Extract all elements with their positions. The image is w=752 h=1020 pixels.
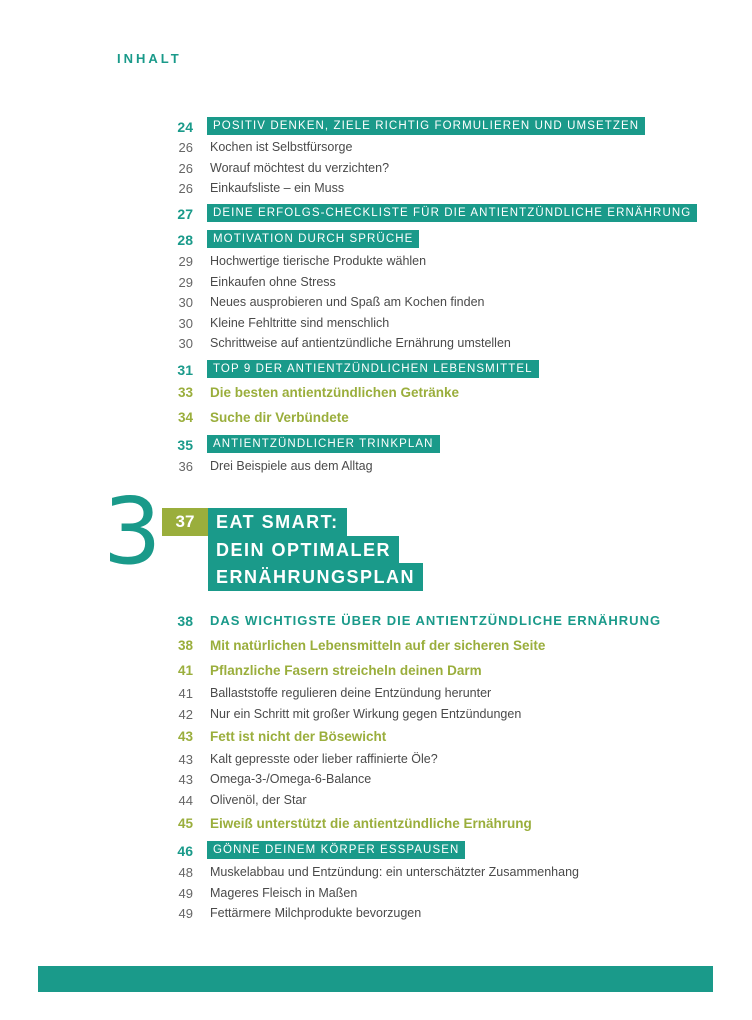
- toc-entry[interactable]: [0, 251, 752, 271]
- toc-page-number: 38: [177, 613, 193, 629]
- toc-item-title: Einkaufsliste – ein Muss: [210, 181, 345, 195]
- toc-item-title: Ballaststoffe regulieren deine Entzündung herunter: [210, 686, 492, 700]
- toc-entry[interactable]: [0, 333, 752, 353]
- toc-entry[interactable]: [0, 840, 752, 860]
- toc-entry[interactable]: [0, 862, 752, 882]
- toc-page-number: 31: [177, 362, 193, 378]
- toc-entry[interactable]: [0, 769, 752, 789]
- page-header: INHALT: [117, 51, 182, 66]
- toc-page-number: 29: [178, 254, 193, 269]
- toc-subsection-title: Eiweiß unterstützt die antientzündliche Ernährung: [210, 816, 532, 831]
- toc-entry[interactable]: [0, 611, 752, 631]
- toc-item-title: Nur ein Schritt mit großer Wirkung gegen Entzündungen: [210, 707, 522, 721]
- toc-item-title: Hochwertige tierische Produkte wählen: [210, 254, 427, 268]
- toc-entry[interactable]: [0, 137, 752, 157]
- toc-subsection-title: Pflanzliche Fasern streicheln deinen Darm: [210, 663, 482, 678]
- toc-item-title: Kleine Fehltritte sind menschlich: [210, 316, 390, 330]
- toc-item-title: Kochen ist Selbstfürsorge: [210, 140, 353, 154]
- toc-page-number: 43: [178, 772, 193, 787]
- toc-page-number: 30: [178, 295, 193, 310]
- toc-section-heading: TOP 9 DER ANTIENTZÜNDLICHEN LEBENSMITTEL: [207, 360, 539, 378]
- toc-item-title: Mageres Fleisch in Maßen: [210, 886, 358, 900]
- toc-page-number: 26: [178, 161, 193, 176]
- toc-entry[interactable]: [0, 661, 752, 681]
- toc-section-heading: GÖNNE DEINEM KÖRPER ESSPAUSEN: [207, 841, 465, 859]
- toc-subsection-title: Die besten antientzündlichen Getränke: [210, 385, 460, 400]
- chapter-page-number[interactable]: 37: [162, 508, 208, 536]
- toc-page-number: 24: [177, 119, 193, 135]
- toc-page-number: 29: [178, 275, 193, 290]
- toc-page-number: 43: [177, 729, 193, 744]
- toc-item-title: Neues ausprobieren und Spaß am Kochen finden: [210, 295, 485, 309]
- toc-section-heading: MOTIVATION DURCH SPRÜCHE: [207, 230, 419, 248]
- toc-item-title: Muskelabbau und Entzündung: ein unterschätzter Zusammenhang: [210, 865, 579, 879]
- toc-subsection-title: Mit natürlichen Lebensmitteln auf der sicheren Seite: [210, 638, 546, 653]
- toc-page-number: 30: [178, 316, 193, 331]
- toc-entry[interactable]: [0, 158, 752, 178]
- toc-section-heading: DAS WICHTIGSTE ÜBER DIE ANTIENTZÜNDLICHE ERNÄHRUNG: [210, 613, 662, 628]
- toc-entry[interactable]: [0, 408, 752, 428]
- toc-page-number: 34: [177, 410, 193, 425]
- toc-page-number: 33: [177, 385, 193, 400]
- toc-item-title: Einkaufen ohne Stress: [210, 275, 336, 289]
- toc-entry[interactable]: [0, 272, 752, 292]
- toc-page-number: 43: [178, 752, 193, 767]
- toc-page-number: 27: [177, 206, 193, 222]
- chapter-number: 3: [103, 478, 162, 585]
- toc-page-number: 28: [177, 232, 193, 248]
- toc-entry[interactable]: [0, 903, 752, 923]
- toc-subsection-title: Fett ist nicht der Bösewicht: [210, 729, 387, 744]
- toc-page-number: 38: [177, 638, 193, 653]
- toc-page-number: 46: [177, 843, 193, 859]
- toc-page-number: 26: [178, 140, 193, 155]
- toc-entry[interactable]: [0, 727, 752, 747]
- toc-page-number: 49: [178, 906, 193, 921]
- toc-entry[interactable]: [0, 229, 752, 249]
- toc-entry[interactable]: [0, 203, 752, 223]
- toc-entry[interactable]: [0, 434, 752, 454]
- toc-item-title: Drei Beispiele aus dem Alltag: [210, 459, 373, 473]
- chapter-title-line-3[interactable]: ERNÄHRUNGSPLAN: [208, 563, 423, 591]
- chapter-title-line-2[interactable]: DEIN OPTIMALER: [208, 536, 399, 564]
- toc-item-title: Omega-3-/Omega-6-Balance: [210, 772, 372, 786]
- toc-page-number: 35: [177, 437, 193, 453]
- toc-entry[interactable]: [0, 359, 752, 379]
- toc-section-heading: DEINE ERFOLGS-CHECKLISTE FÜR DIE ANTIENTZÜNDLICHE ERNÄHRUNG: [207, 204, 697, 222]
- toc-section-heading: POSITIV DENKEN, ZIELE RICHTIG FORMULIEREN UND UMSETZEN: [207, 117, 645, 135]
- toc-item-title: Schrittweise auf antientzündliche Ernährung umstellen: [210, 336, 511, 350]
- toc-entry[interactable]: [0, 883, 752, 903]
- toc-item-title: Fettärmere Milchprodukte bevorzugen: [210, 906, 422, 920]
- toc-page-number: 30: [178, 336, 193, 351]
- toc-page-number: 45: [177, 816, 193, 831]
- toc-item-title: Kalt gepresste oder lieber raffinierte Öle?: [210, 752, 438, 766]
- toc-entry[interactable]: [0, 636, 752, 656]
- toc-entry[interactable]: [0, 790, 752, 810]
- toc-page-number: 44: [178, 793, 193, 808]
- toc-page-number: 36: [178, 459, 193, 474]
- toc-page-number: 49: [178, 886, 193, 901]
- toc-item-title: Olivenöl, der Star: [210, 793, 307, 807]
- toc-entry[interactable]: [0, 313, 752, 333]
- toc-page-number: 41: [177, 663, 193, 678]
- toc-entry[interactable]: [0, 683, 752, 703]
- toc-entry[interactable]: [0, 292, 752, 312]
- toc-entry[interactable]: [0, 749, 752, 769]
- toc-subsection-title: Suche dir Verbündete: [210, 410, 349, 425]
- toc-entry[interactable]: [0, 814, 752, 834]
- toc-entry[interactable]: [0, 704, 752, 724]
- chapter-title-line-1[interactable]: EAT SMART:: [208, 508, 347, 536]
- toc-page-number: 41: [178, 686, 193, 701]
- toc-entry[interactable]: [0, 178, 752, 198]
- toc-page-number: 48: [178, 865, 193, 880]
- toc-entry[interactable]: [0, 116, 752, 136]
- toc-entry[interactable]: [0, 383, 752, 403]
- footer-bar: [38, 966, 713, 992]
- toc-page-number: 42: [178, 707, 193, 722]
- toc-page-number: 26: [178, 181, 193, 196]
- toc-entry[interactable]: [0, 456, 752, 476]
- toc-item-title: Worauf möchtest du verzichten?: [210, 161, 390, 175]
- toc-section-heading: ANTIENTZÜNDLICHER TRINKPLAN: [207, 435, 440, 453]
